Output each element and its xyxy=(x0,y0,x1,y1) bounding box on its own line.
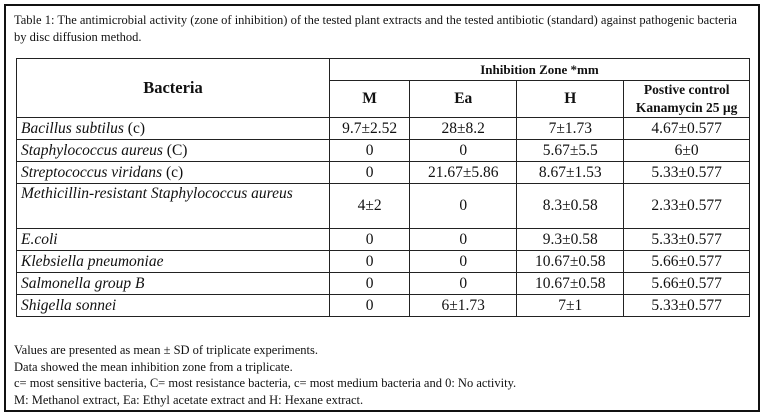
header-inhibition-zone: Inhibition Zone *mm xyxy=(329,59,749,81)
footnote: c= most sensitive bacteria, C= most resistance bacteria, c= most medium bacteria and 0: No activity. xyxy=(14,376,517,390)
value-positive-control: 5.33±0.577 xyxy=(624,295,750,317)
footnote: Values are presented as mean ± SD of triplicate experiments. xyxy=(14,343,318,357)
value-methanol: 4±2 xyxy=(329,184,409,229)
bacteria-name xyxy=(17,184,330,229)
value-methanol: 0 xyxy=(329,273,409,295)
bacteria-sensitivity-mark: (C) xyxy=(162,141,188,159)
bacteria-name-text: Methicillin-resistant Staphylococcus aureus xyxy=(21,185,293,202)
footnote: Data showed the mean inhibition zone from a triplicate. xyxy=(14,359,293,374)
value-methanol: 0 xyxy=(329,295,409,317)
table-row xyxy=(17,229,750,251)
value-hexane: 10.67±0.58 xyxy=(517,251,624,273)
value-ethyl-acetate: 0 xyxy=(410,184,517,229)
value-positive-control: 5.66±0.577 xyxy=(624,251,750,273)
bacteria-name xyxy=(17,273,330,295)
bacteria-name-text: E.coli xyxy=(21,230,58,248)
value-hexane: 10.67±0.58 xyxy=(517,273,624,295)
value-hexane: 9.3±0.58 xyxy=(517,229,624,251)
bacteria-name-text: Klebsiella pneumoniae xyxy=(21,252,164,270)
bacteria-name-text: Staphylococcus aureus xyxy=(21,141,163,159)
table-row xyxy=(17,184,750,229)
header-hexane: H xyxy=(517,81,624,118)
value-methanol: 0 xyxy=(329,229,409,251)
value-ethyl-acetate: 0 xyxy=(410,251,517,273)
table-row xyxy=(17,251,750,273)
bacteria-name xyxy=(17,140,330,162)
value-hexane: 8.67±1.53 xyxy=(517,162,624,184)
footnote: M: Methanol extract, Ea: Ethyl acetate extract and H: Hexane extract. xyxy=(14,392,364,407)
header-ethyl-acetate: Ea xyxy=(410,81,517,118)
bacteria-name-text: Shigella sonnei xyxy=(21,296,117,314)
table-row xyxy=(17,140,750,162)
value-ethyl-acetate: 28±8.2 xyxy=(410,118,517,140)
value-hexane: 7±1 xyxy=(517,295,624,317)
header-bacteria: Bacteria xyxy=(17,59,330,118)
value-hexane: 8.3±0.58 xyxy=(517,184,624,229)
value-positive-control: 5.33±0.577 xyxy=(624,229,750,251)
bacteria-name xyxy=(17,251,330,273)
bacteria-name-text: Salmonella group B xyxy=(21,274,145,292)
bacteria-name xyxy=(17,118,330,140)
bacteria-name xyxy=(17,162,330,184)
table-figure xyxy=(4,4,760,412)
value-ethyl-acetate: 6±1.73 xyxy=(410,295,517,317)
value-positive-control: 5.66±0.577 xyxy=(624,273,750,295)
bacteria-name-text: Bacillus subtilus xyxy=(21,119,124,137)
value-positive-control: 4.67±0.577 xyxy=(624,118,750,140)
value-ethyl-acetate: 21.67±5.86 xyxy=(410,162,517,184)
table-row xyxy=(17,162,750,184)
value-ethyl-acetate: 0 xyxy=(410,140,517,162)
table-row xyxy=(17,118,750,140)
inhibition-zone-table xyxy=(16,58,750,317)
table-row xyxy=(17,273,750,295)
value-ethyl-acetate: 0 xyxy=(410,229,517,251)
bacteria-sensitivity-mark: (c) xyxy=(162,163,184,181)
value-methanol: 9.7±2.52 xyxy=(329,118,409,140)
value-hexane: 7±1.73 xyxy=(517,118,624,140)
table-footnotes xyxy=(14,342,744,408)
table-caption: Table 1: The antimicrobial activity (zone of inhibition) of the tested plant extracts and the tested antibiotic (standard) against pathogenic bacteria by disc diffusion method. xyxy=(14,13,737,44)
header-control-line2: Kanamycin 25 µg xyxy=(635,100,738,115)
value-methanol: 0 xyxy=(329,140,409,162)
bacteria-name xyxy=(17,295,330,317)
value-methanol: 0 xyxy=(329,162,409,184)
table-row xyxy=(17,295,750,317)
bacteria-name-text: Streptococcus viridans xyxy=(21,163,163,181)
header-control-line1: Postive control xyxy=(643,82,730,97)
value-positive-control: 2.33±0.577 xyxy=(624,184,750,229)
header-positive-control xyxy=(624,81,750,118)
value-hexane: 5.67±5.5 xyxy=(517,140,624,162)
value-ethyl-acetate: 0 xyxy=(410,273,517,295)
bacteria-sensitivity-mark: (c) xyxy=(123,119,145,137)
value-positive-control: 5.33±0.577 xyxy=(624,162,750,184)
bacteria-name xyxy=(17,229,330,251)
value-methanol: 0 xyxy=(329,251,409,273)
value-positive-control: 6±0 xyxy=(624,140,750,162)
header-methanol: M xyxy=(329,81,409,118)
